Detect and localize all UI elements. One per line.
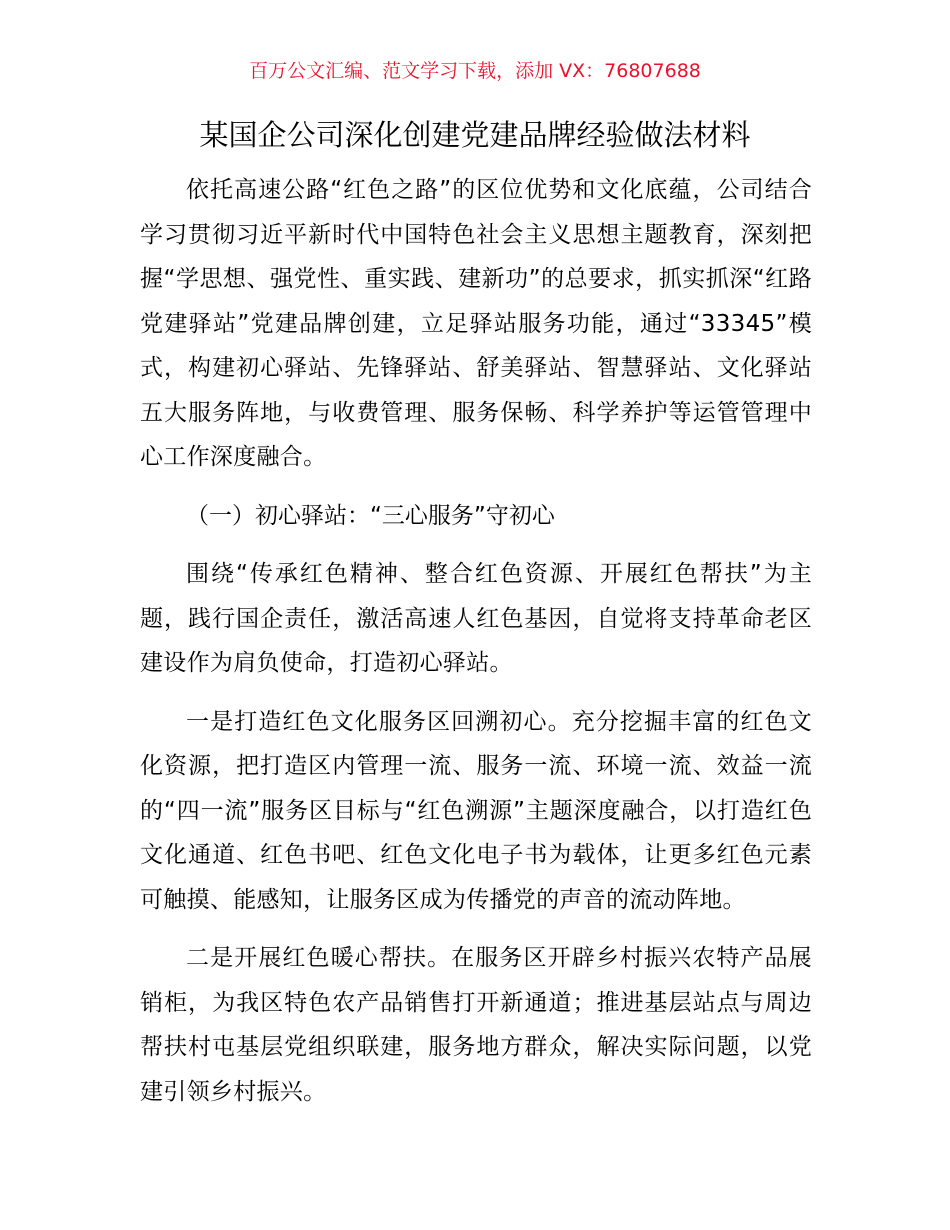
section-paragraph-1: 围绕“传承红色精神、整合红色资源、开展红色帮扶”为主题，践行国企责任，激活高速人红色基因，自觉将支持革命老区建设作为肩负使命，打造初心驿站。 (140, 561, 812, 676)
section-heading: （一）初心驿站：“三心服务”守初心 (186, 502, 555, 529)
section-paragraph-3: 二是开展红色暖心帮扶。在服务区开辟乡村振兴农特产品展销柜，为我区特色农产品销售打开新通道；推进基层站点与周边帮扶村屯基层党组织联建，服务地方群众，解决实际问题，以党建引领乡村振兴。 (140, 945, 812, 1105)
promo-header: 百万公文汇编、范文学习下载，添加 VX：76807688 (249, 60, 701, 82)
document-body (140, 168, 812, 1114)
section-paragraph-2: 一是打造红色文化服务区回溯初心。充分挖掘丰富的红色文化资源，把打造区内管理一流、服务一流、环境一流、效益一流的“四一流”服务区目标与“红色溯源”主题深度融合，以打造红色文化通道、红色书吧、红色文化电子书为载体，让更多红色元素可触摸、能感知，让服务区成为传播党的声音的流动阵地。 (140, 708, 812, 913)
intro-paragraph: 依托高速公路“红色之路”的区位优势和文化底蕴，公司结合学习贯彻习近平新时代中国特色社会主义思想主题教育，深刻把握“学思想、强党性、重实践、建新功”的总要求，抓实抓深“红路党建驿站”党建品牌创建，立足驿站服务功能，通过“33345”模式，构建初心驿站、先锋驿站、舒美驿站、智慧驿站、文化驿站五大服务阵地，与收费管理、服务保畅、科学养护等运管管理中心工作深度融合。 (140, 177, 812, 470)
document-title: 某国企公司深化创建党建品牌经验做法材料 (199, 118, 751, 152)
